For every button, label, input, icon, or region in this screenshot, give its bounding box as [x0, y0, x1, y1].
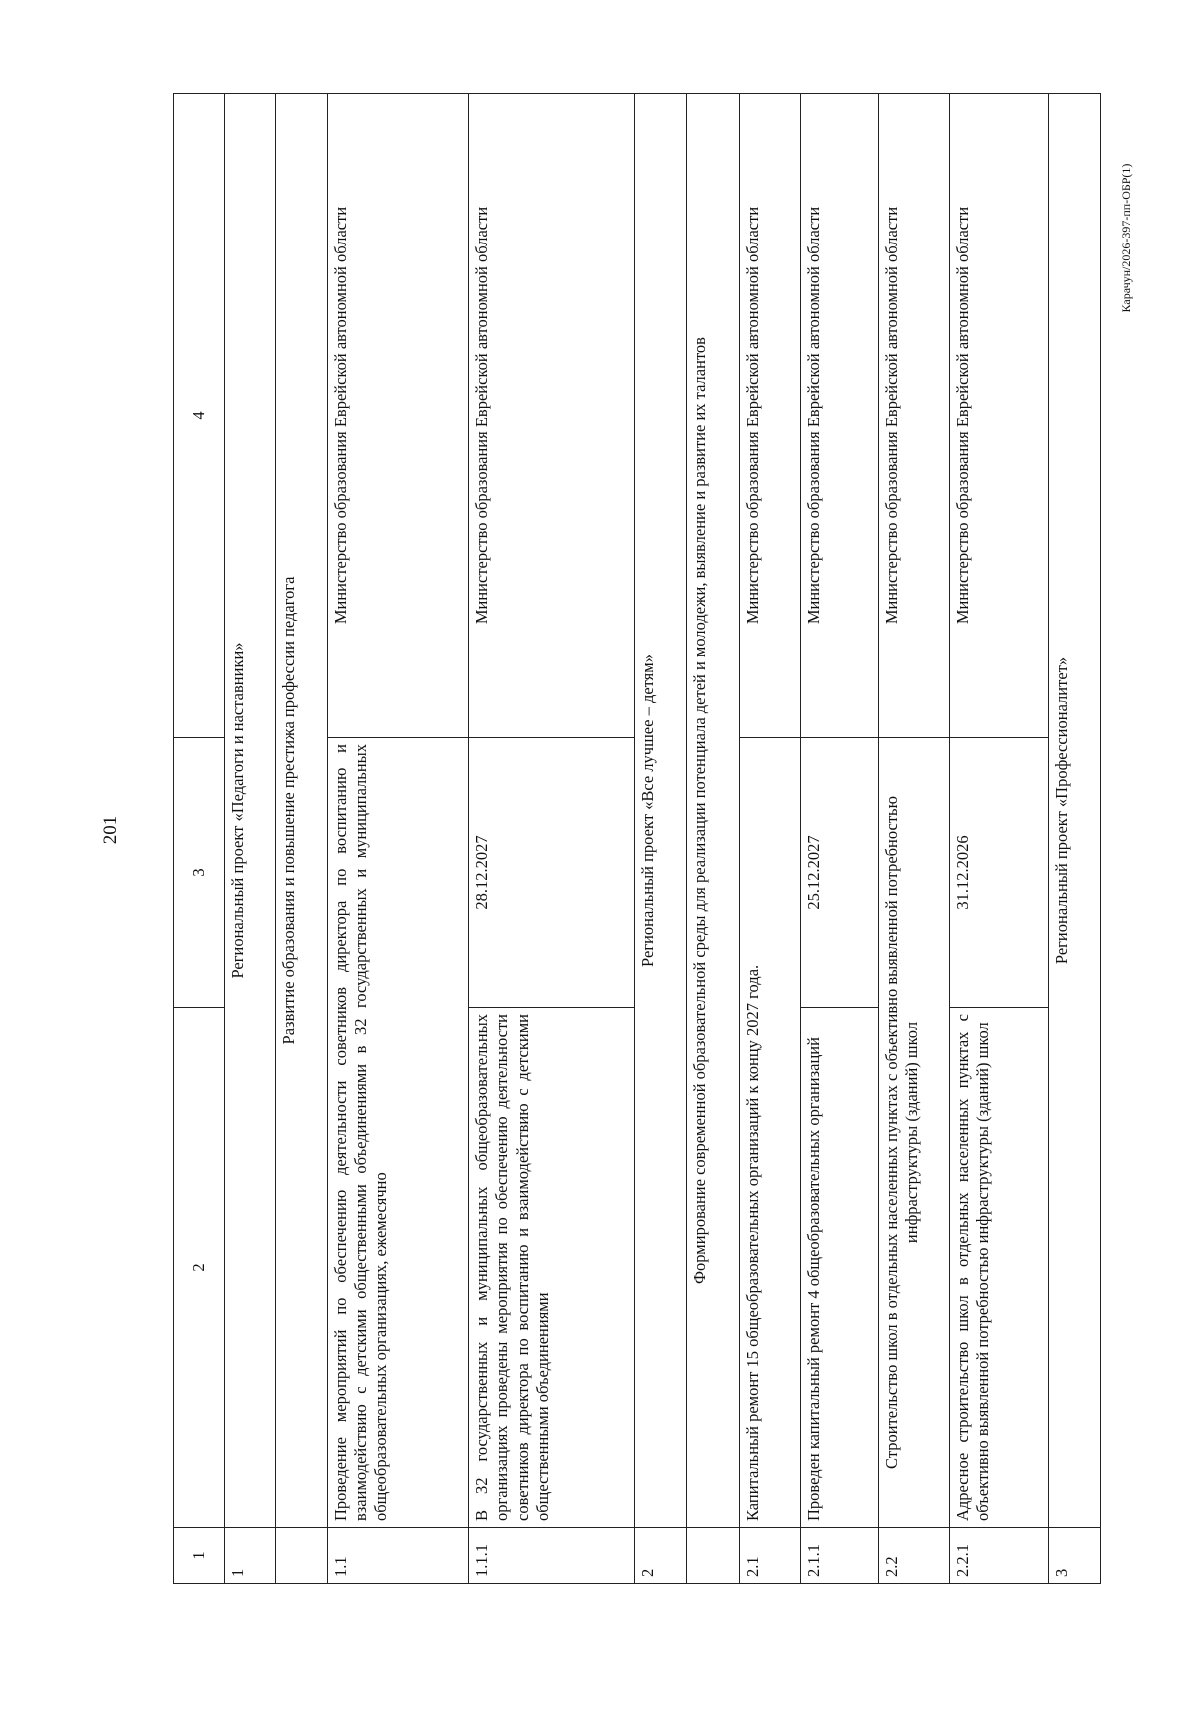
responsible-executor: Министерство образования Еврейской автономной области — [328, 94, 469, 738]
table-row — [739, 94, 800, 1584]
document-code: Карачун/2026-397-пп-ОБР(1) — [1118, 163, 1133, 313]
activity-text: Проведение мероприятий по обеспечению деятельности советников директора по воспитанию и взаимодействию с детскими общественными объединениями в 32 государственных и муниципальных общеобразовательных организациях, ежемесячно — [328, 738, 469, 1528]
responsible-executor: Министерство образования Еврейской автономной области — [878, 94, 949, 738]
table-row — [469, 94, 635, 1584]
project-title: Региональный проект «Все лучшее – детям» — [635, 94, 687, 1528]
activity-text: Капитальный ремонт 15 общеобразовательных организаций к концу 2027 года. — [739, 738, 800, 1528]
deadline-date: 28.12.2027 — [469, 738, 635, 1008]
row-number — [687, 1528, 740, 1584]
deadline-date: 31.12.2026 — [950, 738, 1049, 1008]
table-row — [224, 94, 276, 1584]
row-number: 1.1 — [328, 1528, 469, 1584]
table-row — [635, 94, 687, 1584]
responsible-executor: Министерство образования Еврейской автономной области — [469, 94, 635, 738]
activity-text: Адресное строительство школ в отдельных населенных пунктах с объективно выявленной потребностью инфраструктуры (зданий) школ — [950, 1008, 1049, 1528]
responsible-executor: Министерство образования Еврейской автономной области — [950, 94, 1049, 738]
table-row — [878, 94, 949, 1584]
responsible-executor: Министерство образования Еврейской автономной области — [739, 94, 800, 738]
header-cell: 3 — [174, 738, 225, 1008]
table-row — [801, 94, 879, 1584]
row-number: 1 — [224, 1528, 276, 1584]
header-cell: 1 — [174, 1528, 225, 1584]
table-row — [687, 94, 740, 1584]
activity-text: Проведен капитальный ремонт 4 общеобразовательных организаций — [801, 1008, 879, 1528]
row-number: 3 — [1049, 1528, 1101, 1584]
table-row — [328, 94, 469, 1584]
row-number: 2.2.1 — [950, 1528, 1049, 1584]
table-header-row — [174, 94, 225, 1584]
header-cell: 2 — [174, 1008, 225, 1528]
page-number: 201 — [100, 815, 121, 845]
row-number — [276, 1528, 328, 1584]
activity-text: Строительство школ в отдельных населенных пунктах с объективно выявленной потребностью инфраструктуры (зданий) школ — [878, 738, 949, 1528]
row-number: 2 — [635, 1528, 687, 1584]
table-row — [1049, 94, 1101, 1584]
deadline-date: 25.12.2027 — [801, 738, 879, 1008]
row-number: 2.2 — [878, 1528, 949, 1584]
table-row — [276, 94, 328, 1584]
project-title: Региональный проект «Педагоги и наставники» — [224, 94, 276, 1528]
activity-text: В 32 государственных и муниципальных общеобразовательных организациях проведены мероприятия по обеспечению деятельности советников директора по воспитанию и взаимодействию с детскими общественными объединениями — [469, 1008, 635, 1528]
plan-table — [173, 93, 1101, 1584]
project-title: Региональный проект «Профессионалитет» — [1049, 94, 1101, 1528]
task-title: Формирование современной образовательной среды для реализации потенциала детей и молодежи, выявление и развитие их талантов — [687, 94, 740, 1528]
row-number: 2.1 — [739, 1528, 800, 1584]
table-row — [950, 94, 1049, 1584]
rotated-table-page — [173, 94, 1101, 1584]
task-title: Развитие образования и повышение престижа профессии педагога — [276, 94, 328, 1528]
header-cell: 4 — [174, 94, 225, 738]
row-number: 1.1.1 — [469, 1528, 635, 1584]
row-number: 2.1.1 — [801, 1528, 879, 1584]
responsible-executor: Министерство образования Еврейской автономной области — [801, 94, 879, 738]
